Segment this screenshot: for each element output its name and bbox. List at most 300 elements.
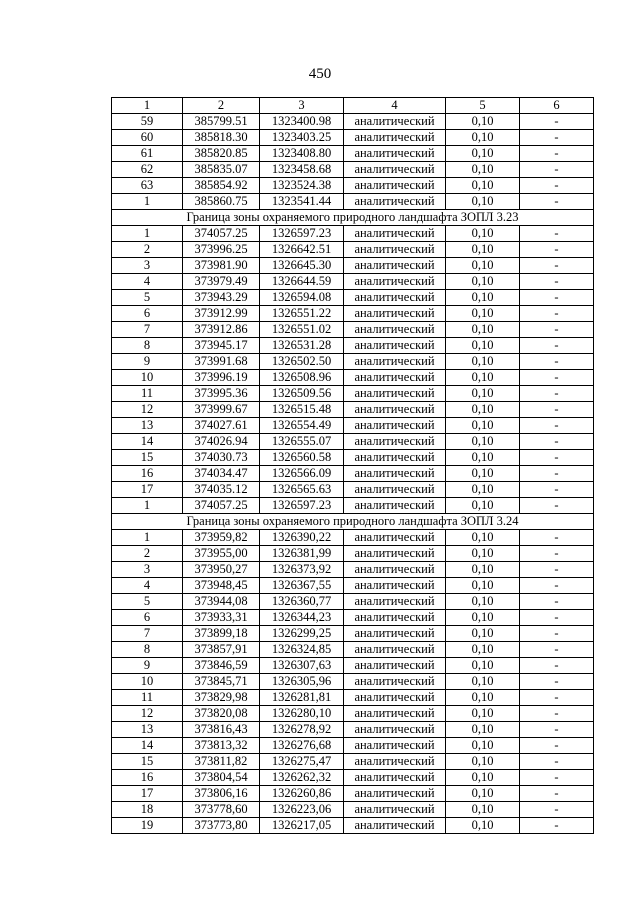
method-cell: аналитический: [344, 658, 446, 674]
y-coordinate-cell: 1326645.30: [260, 258, 344, 274]
table-row: [112, 146, 594, 162]
x-coordinate-cell: 385799.51: [183, 114, 260, 130]
header-cell: 5: [446, 98, 520, 114]
note-cell: -: [520, 322, 594, 338]
method-cell: аналитический: [344, 786, 446, 802]
y-coordinate-cell: 1326280,10: [260, 706, 344, 722]
x-coordinate-cell: 373979.49: [183, 274, 260, 290]
method-cell: аналитический: [344, 562, 446, 578]
note-cell: -: [520, 114, 594, 130]
method-cell: аналитический: [344, 738, 446, 754]
note-cell: -: [520, 690, 594, 706]
accuracy-cell: 0,10: [446, 466, 520, 482]
method-cell: аналитический: [344, 498, 446, 514]
table-row: [112, 322, 594, 338]
y-coordinate-cell: 1323458.68: [260, 162, 344, 178]
accuracy-cell: 0,10: [446, 338, 520, 354]
point-number-cell: 13: [112, 418, 183, 434]
x-coordinate-cell: 385860.75: [183, 194, 260, 210]
point-number-cell: 5: [112, 290, 183, 306]
accuracy-cell: 0,10: [446, 226, 520, 242]
x-coordinate-cell: 373944,08: [183, 594, 260, 610]
method-cell: аналитический: [344, 354, 446, 370]
accuracy-cell: 0,10: [446, 674, 520, 690]
method-cell: аналитический: [344, 258, 446, 274]
point-number-cell: 3: [112, 258, 183, 274]
method-cell: аналитический: [344, 594, 446, 610]
x-coordinate-cell: 373846,59: [183, 658, 260, 674]
y-coordinate-cell: 1326360,77: [260, 594, 344, 610]
table-row: [112, 274, 594, 290]
y-coordinate-cell: 1326381,99: [260, 546, 344, 562]
note-cell: -: [520, 418, 594, 434]
accuracy-cell: 0,10: [446, 658, 520, 674]
x-coordinate-cell: 373899,18: [183, 626, 260, 642]
table-row: [112, 738, 594, 754]
x-coordinate-cell: 374057.25: [183, 226, 260, 242]
x-coordinate-cell: 373981.90: [183, 258, 260, 274]
point-number-cell: 19: [112, 818, 183, 834]
x-coordinate-cell: 374057.25: [183, 498, 260, 514]
y-coordinate-cell: 1326275,47: [260, 754, 344, 770]
table-row: [112, 418, 594, 434]
accuracy-cell: 0,10: [446, 258, 520, 274]
note-cell: -: [520, 258, 594, 274]
y-coordinate-cell: 1326260,86: [260, 786, 344, 802]
note-cell: -: [520, 818, 594, 834]
x-coordinate-cell: 374027.61: [183, 418, 260, 434]
note-cell: -: [520, 194, 594, 210]
point-number-cell: 4: [112, 274, 183, 290]
point-number-cell: 1: [112, 226, 183, 242]
note-cell: -: [520, 738, 594, 754]
accuracy-cell: 0,10: [446, 802, 520, 818]
method-cell: аналитический: [344, 290, 446, 306]
x-coordinate-cell: 373816,43: [183, 722, 260, 738]
note-cell: -: [520, 146, 594, 162]
note-cell: -: [520, 242, 594, 258]
note-cell: -: [520, 754, 594, 770]
table-header-row: [112, 98, 594, 114]
accuracy-cell: 0,10: [446, 162, 520, 178]
table-row: [112, 642, 594, 658]
y-coordinate-cell: 1326262,32: [260, 770, 344, 786]
y-coordinate-cell: 1326597.23: [260, 498, 344, 514]
coordinates-table: [111, 97, 594, 834]
accuracy-cell: 0,10: [446, 274, 520, 290]
note-cell: -: [520, 786, 594, 802]
note-cell: -: [520, 370, 594, 386]
x-coordinate-cell: 373945.17: [183, 338, 260, 354]
table-row: [112, 498, 594, 514]
point-number-cell: 10: [112, 674, 183, 690]
method-cell: аналитический: [344, 162, 446, 178]
table-row: [112, 482, 594, 498]
accuracy-cell: 0,10: [446, 642, 520, 658]
accuracy-cell: 0,10: [446, 306, 520, 322]
x-coordinate-cell: 373995.36: [183, 386, 260, 402]
y-coordinate-cell: 1326278,92: [260, 722, 344, 738]
accuracy-cell: 0,10: [446, 418, 520, 434]
y-coordinate-cell: 1326555.07: [260, 434, 344, 450]
y-coordinate-cell: 1326531.28: [260, 338, 344, 354]
method-cell: аналитический: [344, 226, 446, 242]
y-coordinate-cell: 1326551.02: [260, 322, 344, 338]
table-row: [112, 162, 594, 178]
note-cell: -: [520, 130, 594, 146]
method-cell: аналитический: [344, 642, 446, 658]
point-number-cell: 12: [112, 706, 183, 722]
accuracy-cell: 0,10: [446, 434, 520, 450]
y-coordinate-cell: 1326560.58: [260, 450, 344, 466]
method-cell: аналитический: [344, 674, 446, 690]
method-cell: аналитический: [344, 482, 446, 498]
table-row: [112, 562, 594, 578]
point-number-cell: 11: [112, 386, 183, 402]
method-cell: аналитический: [344, 146, 446, 162]
point-number-cell: 16: [112, 770, 183, 786]
y-coordinate-cell: 1326594.08: [260, 290, 344, 306]
point-number-cell: 15: [112, 450, 183, 466]
note-cell: -: [520, 546, 594, 562]
point-number-cell: 2: [112, 546, 183, 562]
note-cell: -: [520, 306, 594, 322]
accuracy-cell: 0,10: [446, 786, 520, 802]
method-cell: аналитический: [344, 242, 446, 258]
accuracy-cell: 0,10: [446, 706, 520, 722]
accuracy-cell: 0,10: [446, 594, 520, 610]
table-body: [112, 98, 594, 834]
method-cell: аналитический: [344, 626, 446, 642]
table-row: [112, 706, 594, 722]
note-cell: -: [520, 642, 594, 658]
note-cell: -: [520, 626, 594, 642]
method-cell: аналитический: [344, 754, 446, 770]
point-number-cell: 10: [112, 370, 183, 386]
section-heading-row: [112, 514, 594, 530]
table-row: [112, 466, 594, 482]
section-heading: Граница зоны охраняемого природного ландшафта ЗОПЛ 3.24: [112, 514, 594, 530]
accuracy-cell: 0,10: [446, 530, 520, 546]
accuracy-cell: 0,10: [446, 578, 520, 594]
method-cell: аналитический: [344, 194, 446, 210]
note-cell: -: [520, 578, 594, 594]
accuracy-cell: 0,10: [446, 498, 520, 514]
y-coordinate-cell: 1326515.48: [260, 402, 344, 418]
y-coordinate-cell: 1326299,25: [260, 626, 344, 642]
note-cell: -: [520, 562, 594, 578]
accuracy-cell: 0,10: [446, 562, 520, 578]
accuracy-cell: 0,10: [446, 402, 520, 418]
note-cell: -: [520, 802, 594, 818]
note-cell: -: [520, 482, 594, 498]
x-coordinate-cell: 373996.19: [183, 370, 260, 386]
table-row: [112, 690, 594, 706]
method-cell: аналитический: [344, 338, 446, 354]
point-number-cell: 9: [112, 354, 183, 370]
x-coordinate-cell: 373955,00: [183, 546, 260, 562]
note-cell: -: [520, 162, 594, 178]
table-row: [112, 818, 594, 834]
note-cell: -: [520, 722, 594, 738]
x-coordinate-cell: 373912.86: [183, 322, 260, 338]
x-coordinate-cell: 373950,27: [183, 562, 260, 578]
x-coordinate-cell: 373811,82: [183, 754, 260, 770]
section-heading-row: [112, 210, 594, 226]
y-coordinate-cell: 1326281,81: [260, 690, 344, 706]
method-cell: аналитический: [344, 114, 446, 130]
table-row: [112, 530, 594, 546]
y-coordinate-cell: 1326307,63: [260, 658, 344, 674]
table-row: [112, 194, 594, 210]
accuracy-cell: 0,10: [446, 290, 520, 306]
point-number-cell: 7: [112, 626, 183, 642]
note-cell: -: [520, 594, 594, 610]
note-cell: -: [520, 178, 594, 194]
note-cell: -: [520, 530, 594, 546]
x-coordinate-cell: 374030.73: [183, 450, 260, 466]
x-coordinate-cell: 385835.07: [183, 162, 260, 178]
table-row: [112, 114, 594, 130]
header-cell: 1: [112, 98, 183, 114]
point-number-cell: 7: [112, 322, 183, 338]
method-cell: аналитический: [344, 466, 446, 482]
note-cell: -: [520, 674, 594, 690]
point-number-cell: 16: [112, 466, 183, 482]
header-cell: 6: [520, 98, 594, 114]
point-number-cell: 12: [112, 402, 183, 418]
accuracy-cell: 0,10: [446, 770, 520, 786]
method-cell: аналитический: [344, 610, 446, 626]
accuracy-cell: 0,10: [446, 610, 520, 626]
point-number-cell: 62: [112, 162, 183, 178]
header-cell: 4: [344, 98, 446, 114]
method-cell: аналитический: [344, 546, 446, 562]
y-coordinate-cell: 1326551.22: [260, 306, 344, 322]
x-coordinate-cell: 385818.30: [183, 130, 260, 146]
table-row: [112, 546, 594, 562]
y-coordinate-cell: 1323408.80: [260, 146, 344, 162]
x-coordinate-cell: 373933,31: [183, 610, 260, 626]
table-row: [112, 242, 594, 258]
note-cell: -: [520, 610, 594, 626]
accuracy-cell: 0,10: [446, 722, 520, 738]
table-row: [112, 290, 594, 306]
point-number-cell: 18: [112, 802, 183, 818]
point-number-cell: 4: [112, 578, 183, 594]
x-coordinate-cell: 373806,16: [183, 786, 260, 802]
method-cell: аналитический: [344, 130, 446, 146]
point-number-cell: 11: [112, 690, 183, 706]
accuracy-cell: 0,10: [446, 322, 520, 338]
table-row: [112, 178, 594, 194]
x-coordinate-cell: 373991.68: [183, 354, 260, 370]
table-row: [112, 226, 594, 242]
y-coordinate-cell: 1326390,22: [260, 530, 344, 546]
y-coordinate-cell: 1323541.44: [260, 194, 344, 210]
method-cell: аналитический: [344, 578, 446, 594]
table-row: [112, 258, 594, 274]
table-row: [112, 370, 594, 386]
y-coordinate-cell: 1326509.56: [260, 386, 344, 402]
note-cell: -: [520, 770, 594, 786]
note-cell: -: [520, 402, 594, 418]
x-coordinate-cell: 374034.47: [183, 466, 260, 482]
x-coordinate-cell: 373948,45: [183, 578, 260, 594]
point-number-cell: 60: [112, 130, 183, 146]
table-row: [112, 354, 594, 370]
point-number-cell: 17: [112, 482, 183, 498]
x-coordinate-cell: 385854.92: [183, 178, 260, 194]
x-coordinate-cell: 385820.85: [183, 146, 260, 162]
y-coordinate-cell: 1326324,85: [260, 642, 344, 658]
accuracy-cell: 0,10: [446, 386, 520, 402]
y-coordinate-cell: 1326305,96: [260, 674, 344, 690]
accuracy-cell: 0,10: [446, 178, 520, 194]
table-row: [112, 674, 594, 690]
table-row: [112, 450, 594, 466]
x-coordinate-cell: 373845,71: [183, 674, 260, 690]
note-cell: -: [520, 466, 594, 482]
y-coordinate-cell: 1326223,06: [260, 802, 344, 818]
method-cell: аналитический: [344, 770, 446, 786]
x-coordinate-cell: 373999.67: [183, 402, 260, 418]
accuracy-cell: 0,10: [446, 242, 520, 258]
note-cell: -: [520, 290, 594, 306]
accuracy-cell: 0,10: [446, 546, 520, 562]
table-row: [112, 610, 594, 626]
y-coordinate-cell: 1323524.38: [260, 178, 344, 194]
accuracy-cell: 0,10: [446, 690, 520, 706]
table-row: [112, 786, 594, 802]
method-cell: аналитический: [344, 178, 446, 194]
method-cell: аналитический: [344, 706, 446, 722]
point-number-cell: 15: [112, 754, 183, 770]
header-cell: 3: [260, 98, 344, 114]
accuracy-cell: 0,10: [446, 482, 520, 498]
accuracy-cell: 0,10: [446, 626, 520, 642]
y-coordinate-cell: 1326276,68: [260, 738, 344, 754]
table-row: [112, 594, 594, 610]
table-row: [112, 722, 594, 738]
y-coordinate-cell: 1326344,23: [260, 610, 344, 626]
method-cell: аналитический: [344, 690, 446, 706]
accuracy-cell: 0,10: [446, 754, 520, 770]
point-number-cell: 8: [112, 642, 183, 658]
point-number-cell: 6: [112, 306, 183, 322]
method-cell: аналитический: [344, 434, 446, 450]
table-row: [112, 338, 594, 354]
x-coordinate-cell: 373996.25: [183, 242, 260, 258]
y-coordinate-cell: 1326644.59: [260, 274, 344, 290]
y-coordinate-cell: 1326565.63: [260, 482, 344, 498]
accuracy-cell: 0,10: [446, 370, 520, 386]
note-cell: -: [520, 434, 594, 450]
table-row: [112, 626, 594, 642]
y-coordinate-cell: 1326508.96: [260, 370, 344, 386]
y-coordinate-cell: 1326566.09: [260, 466, 344, 482]
point-number-cell: 63: [112, 178, 183, 194]
x-coordinate-cell: 373959,82: [183, 530, 260, 546]
table-row: [112, 434, 594, 450]
note-cell: -: [520, 338, 594, 354]
accuracy-cell: 0,10: [446, 130, 520, 146]
note-cell: -: [520, 706, 594, 722]
y-coordinate-cell: 1326554.49: [260, 418, 344, 434]
point-number-cell: 9: [112, 658, 183, 674]
x-coordinate-cell: 373857,91: [183, 642, 260, 658]
header-cell: 2: [183, 98, 260, 114]
accuracy-cell: 0,10: [446, 738, 520, 754]
x-coordinate-cell: 373778,60: [183, 802, 260, 818]
y-coordinate-cell: 1326502.50: [260, 354, 344, 370]
y-coordinate-cell: 1323403.25: [260, 130, 344, 146]
point-number-cell: 6: [112, 610, 183, 626]
point-number-cell: 17: [112, 786, 183, 802]
x-coordinate-cell: 374035.12: [183, 482, 260, 498]
table-row: [112, 802, 594, 818]
x-coordinate-cell: 373943.29: [183, 290, 260, 306]
method-cell: аналитический: [344, 322, 446, 338]
accuracy-cell: 0,10: [446, 450, 520, 466]
method-cell: аналитический: [344, 802, 446, 818]
point-number-cell: 3: [112, 562, 183, 578]
y-coordinate-cell: 1326217,05: [260, 818, 344, 834]
y-coordinate-cell: 1326367,55: [260, 578, 344, 594]
method-cell: аналитический: [344, 386, 446, 402]
point-number-cell: 5: [112, 594, 183, 610]
note-cell: -: [520, 386, 594, 402]
section-heading: Граница зоны охраняемого природного ландшафта ЗОПЛ 3.23: [112, 210, 594, 226]
x-coordinate-cell: 373829,98: [183, 690, 260, 706]
method-cell: аналитический: [344, 274, 446, 290]
table-row: [112, 754, 594, 770]
note-cell: -: [520, 498, 594, 514]
note-cell: -: [520, 450, 594, 466]
point-number-cell: 1: [112, 498, 183, 514]
y-coordinate-cell: 1326642.51: [260, 242, 344, 258]
y-coordinate-cell: 1326373,92: [260, 562, 344, 578]
note-cell: -: [520, 274, 594, 290]
point-number-cell: 1: [112, 194, 183, 210]
point-number-cell: 59: [112, 114, 183, 130]
accuracy-cell: 0,10: [446, 818, 520, 834]
method-cell: аналитический: [344, 306, 446, 322]
x-coordinate-cell: 374026.94: [183, 434, 260, 450]
note-cell: -: [520, 354, 594, 370]
y-coordinate-cell: 1323400.98: [260, 114, 344, 130]
point-number-cell: 61: [112, 146, 183, 162]
method-cell: аналитический: [344, 530, 446, 546]
point-number-cell: 2: [112, 242, 183, 258]
x-coordinate-cell: 373912.99: [183, 306, 260, 322]
table-row: [112, 306, 594, 322]
accuracy-cell: 0,10: [446, 354, 520, 370]
x-coordinate-cell: 373820,08: [183, 706, 260, 722]
method-cell: аналитический: [344, 722, 446, 738]
accuracy-cell: 0,10: [446, 194, 520, 210]
point-number-cell: 1: [112, 530, 183, 546]
y-coordinate-cell: 1326597.23: [260, 226, 344, 242]
accuracy-cell: 0,10: [446, 146, 520, 162]
point-number-cell: 14: [112, 434, 183, 450]
method-cell: аналитический: [344, 402, 446, 418]
table-row: [112, 402, 594, 418]
x-coordinate-cell: 373804,54: [183, 770, 260, 786]
x-coordinate-cell: 373813,32: [183, 738, 260, 754]
point-number-cell: 8: [112, 338, 183, 354]
table-row: [112, 130, 594, 146]
